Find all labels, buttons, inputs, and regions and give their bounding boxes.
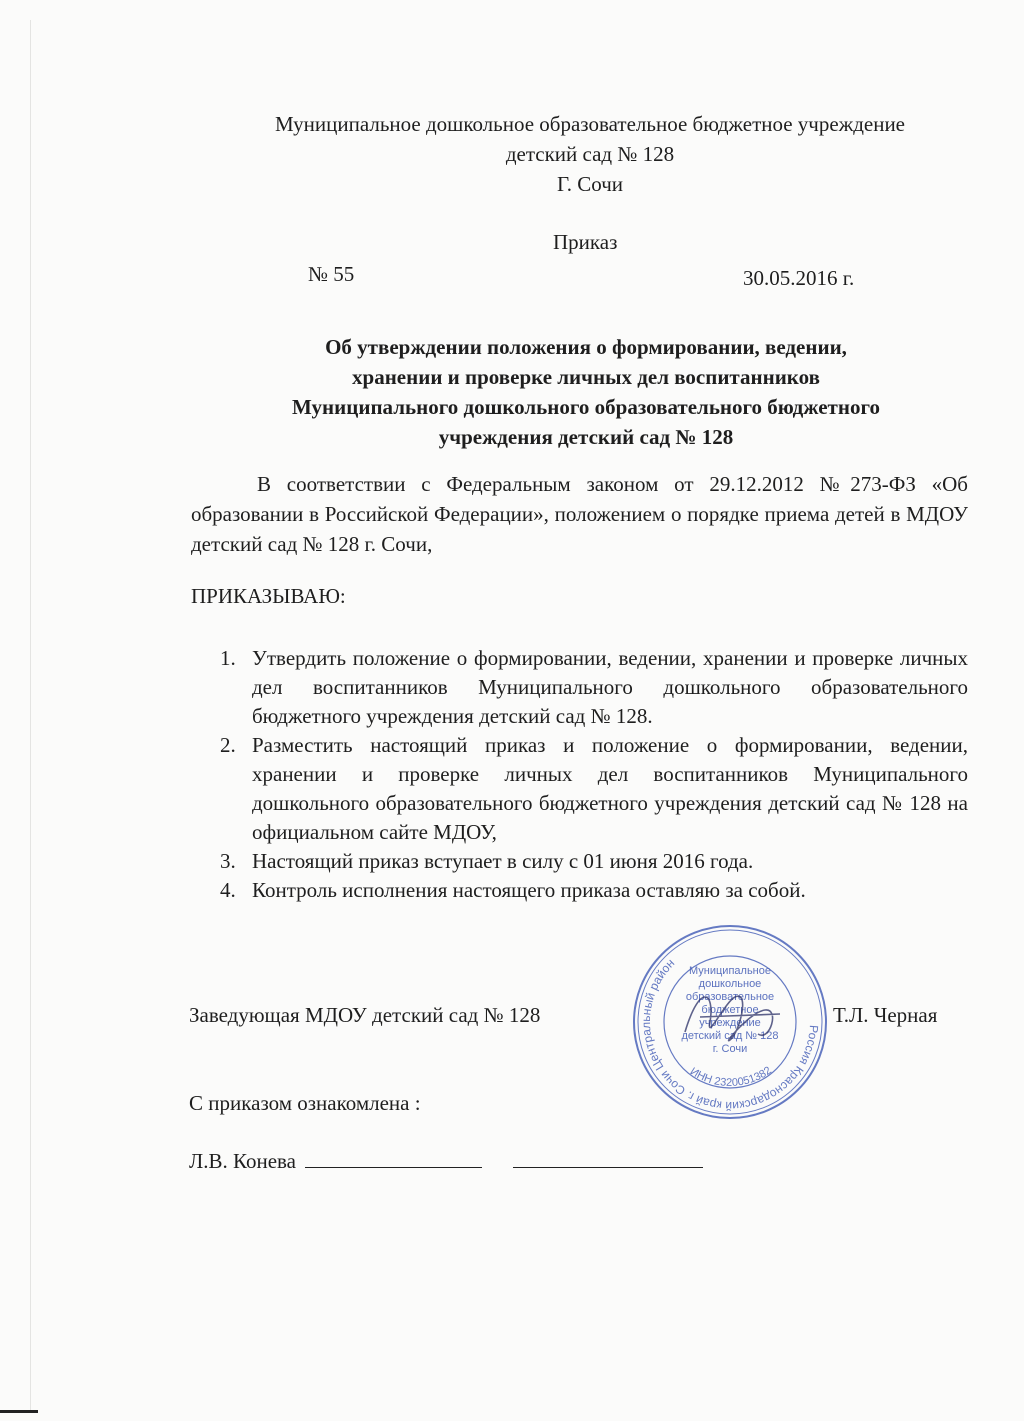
- title-line-3: Муниципального дошкольного образовательного бюджетного: [292, 395, 880, 419]
- signer-position: Заведующая МДОУ детский сад № 128: [189, 1003, 541, 1027]
- item-number: 2.: [220, 733, 236, 757]
- stamp-line: детский сад № 128: [681, 1030, 779, 1042]
- date-blank-line: [513, 1149, 703, 1168]
- list-item: [214, 644, 968, 731]
- acquainted-person: Л.В. Конева: [189, 1149, 296, 1173]
- header-line-1: Муниципальное дошкольное образовательное бюджетное учреждение: [275, 112, 905, 136]
- item-number: 1.: [220, 646, 236, 670]
- item-text: Контроль исполнения настоящего приказа оставляю за собой.: [252, 878, 806, 902]
- header-line-3: Г. Сочи: [556, 172, 624, 196]
- list-item: [214, 731, 968, 847]
- acquaintance-signature-row: [189, 1149, 703, 1174]
- order-date: 30.05.2016 г.: [743, 266, 855, 290]
- order-title: [196, 332, 976, 452]
- stamp-line: г. Сочи: [712, 1043, 748, 1055]
- signature-blank-line: [305, 1149, 482, 1168]
- signer-name: Т.Л. Черная: [833, 1003, 938, 1027]
- stamp-line: дошкольное: [698, 978, 762, 990]
- stamp-ring-text: Россия Краснодарский край г. Сочи Центральный район: [638, 955, 822, 1114]
- list-item: [214, 876, 968, 905]
- institution-header: [0, 109, 1024, 199]
- header-line-2: детский сад № 128: [505, 142, 675, 166]
- preamble-paragraph: В соответствии с Федеральным законом от 29.12.2012 №273-ФЗ «Об образовании в Российской Федерации», положением о порядке приема детей в МДОУ детский сад № 128 г. Сочи,: [191, 472, 968, 556]
- scan-mark: [0, 1410, 38, 1413]
- list-item: [214, 847, 968, 876]
- title-line-4: учреждения детский сад № 128: [438, 425, 734, 449]
- item-text: Настоящий приказ вступает в силу с 01 июня 2016 года.: [252, 849, 754, 873]
- title-line-1: Об утверждении положения о формировании, ведении,: [325, 335, 847, 359]
- official-stamp: [630, 922, 830, 1122]
- item-text: Разместить настоящий приказ и положение о формировании, ведении, хранении и проверке личных дел воспитанников Муниципального дошкольного образовательного бюджетного учреждения детский сад № 128 на официальном сайте МДОУ,: [252, 733, 968, 844]
- order-verb: ПРИКАЗЫВАЮ:: [191, 584, 346, 608]
- order-label: Приказ: [553, 230, 618, 254]
- title-line-2: хранении и проверке личных дел воспитанников: [352, 365, 820, 389]
- stamp-line: образовательное: [685, 991, 775, 1003]
- order-number: № 55: [308, 262, 355, 286]
- stamp-line: Муниципальное: [689, 965, 771, 977]
- stamp-line: учреждение: [699, 1017, 761, 1029]
- stamp-line: бюджетное: [701, 1004, 759, 1016]
- item-text: Утвердить положение о формировании, ведении, хранении и проверке личных дел воспитанников Муниципального дошкольного образовательного бюджетного учреждения детский сад № 128.: [252, 646, 968, 728]
- acquainted-label: С приказом ознакомлена :: [189, 1091, 421, 1115]
- item-number: 3.: [220, 849, 236, 873]
- order-items-list: [214, 644, 968, 905]
- scan-edge-line: [30, 20, 31, 1410]
- stamp-inn: ИНН 2320051382: [687, 1064, 774, 1089]
- svg-text:ИНН 2320051382: [688, 1065, 774, 1089]
- item-number: 4.: [220, 878, 236, 902]
